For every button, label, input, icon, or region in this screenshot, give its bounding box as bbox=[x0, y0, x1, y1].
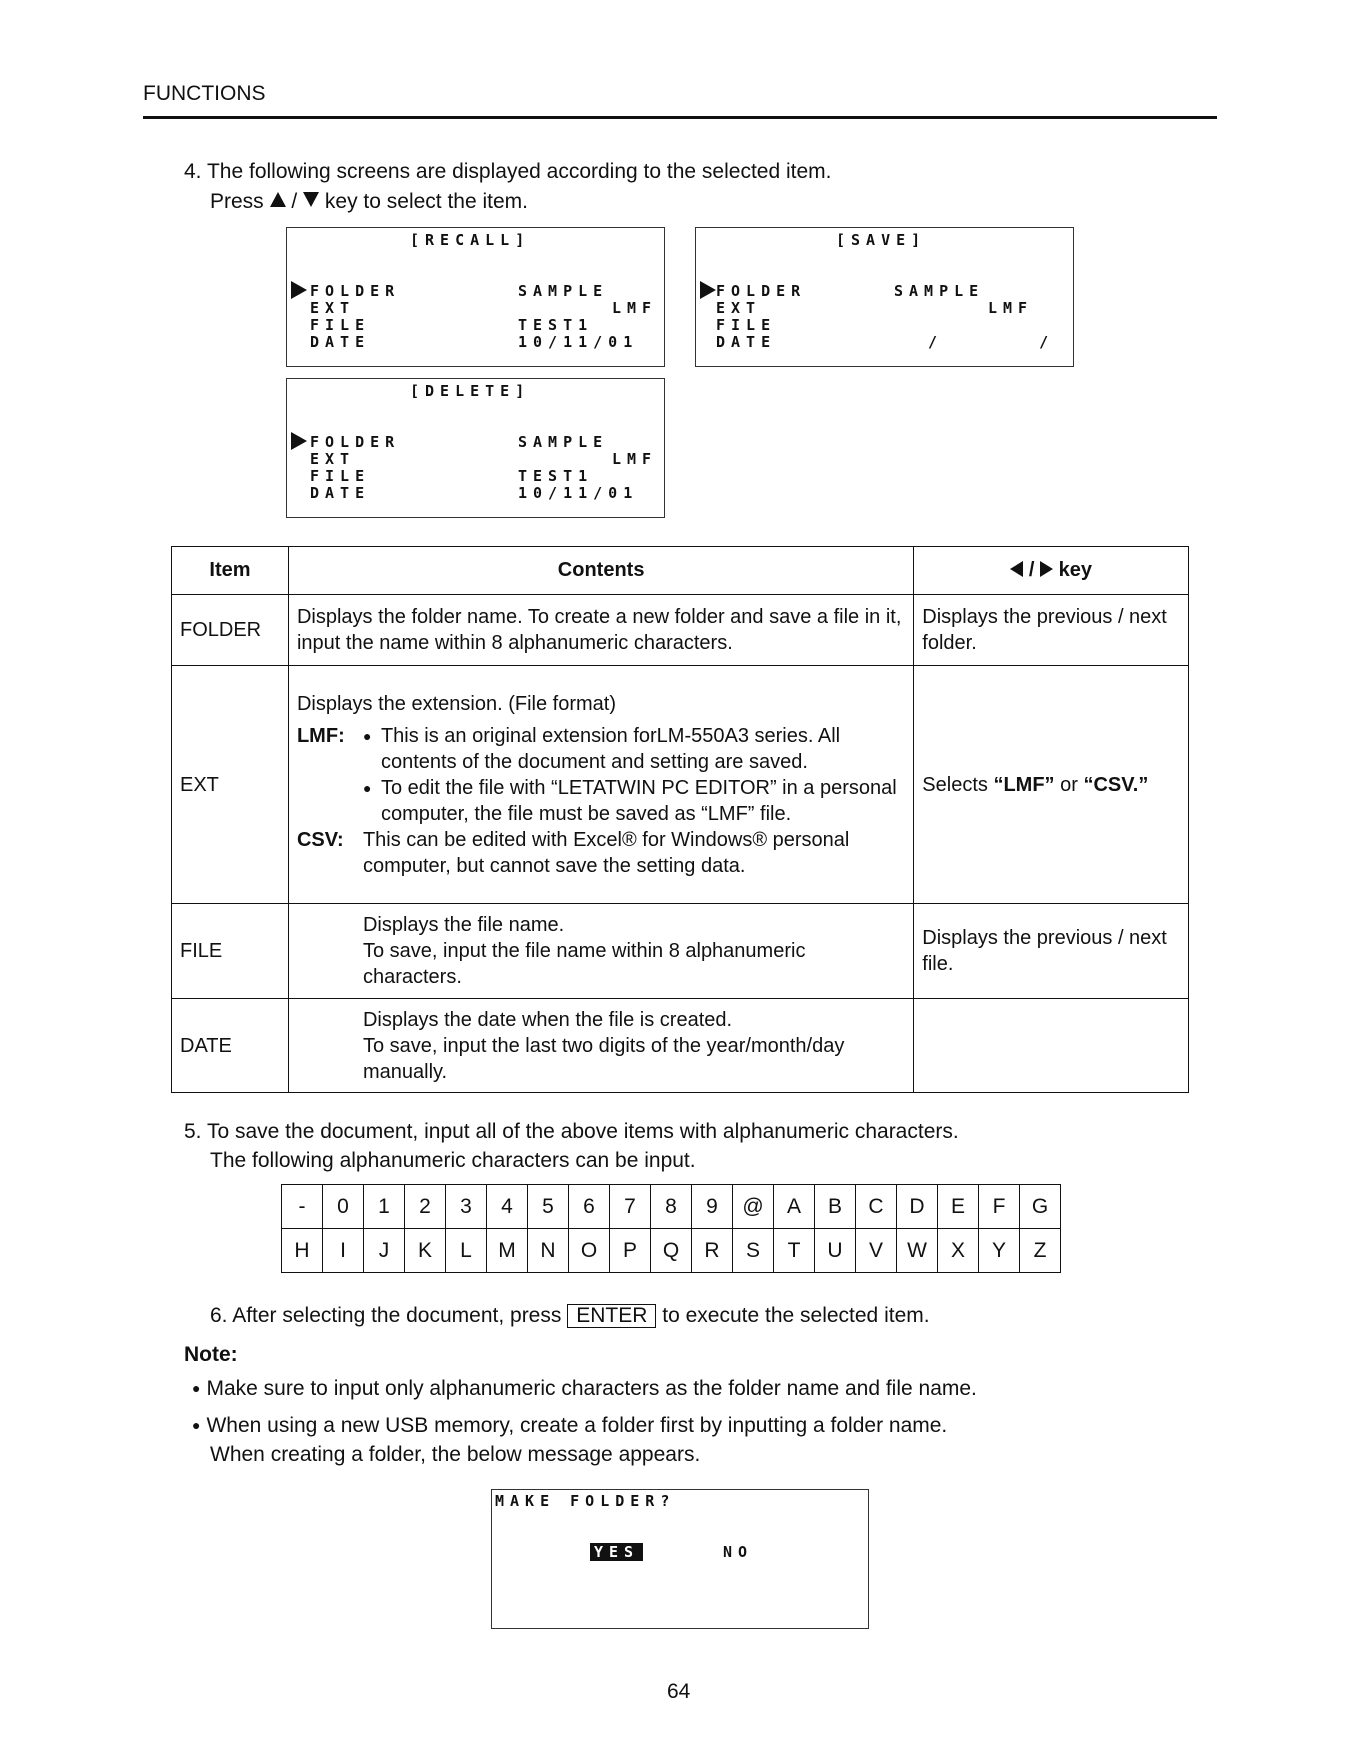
save-label-folder: FOLDER bbox=[716, 282, 807, 300]
cursor-icon bbox=[291, 432, 307, 450]
char-row bbox=[282, 1185, 1061, 1229]
save-value-folder: SAMPLE bbox=[894, 282, 985, 300]
char-cell: 1 bbox=[364, 1185, 405, 1229]
recall-value-ext: LMF bbox=[612, 299, 658, 317]
ext-intro: Displays the extension. (File format) bbox=[296, 692, 616, 715]
key-date bbox=[914, 999, 1189, 1093]
up-arrow-icon bbox=[270, 192, 286, 207]
table-header-row bbox=[172, 547, 1189, 595]
enter-key: ENTER bbox=[567, 1304, 656, 1328]
table-row bbox=[172, 904, 1189, 999]
item-date: DATE bbox=[172, 999, 289, 1093]
save-label-file: FILE bbox=[716, 316, 777, 334]
char-cell: D bbox=[897, 1185, 938, 1229]
items-table bbox=[171, 546, 1189, 1093]
char-cell: T bbox=[774, 1229, 815, 1273]
recall-title: [RECALL] bbox=[410, 231, 531, 249]
char-row bbox=[282, 1229, 1061, 1273]
char-cell: X bbox=[938, 1229, 979, 1273]
csv-label: CSV: bbox=[296, 828, 344, 851]
char-cell: Q bbox=[651, 1229, 692, 1273]
char-cell: R bbox=[692, 1229, 733, 1273]
table-row bbox=[172, 595, 1189, 666]
delete-label-date: DATE bbox=[310, 484, 371, 502]
recall-label-folder: FOLDER bbox=[310, 282, 401, 300]
save-value-date: / / bbox=[928, 333, 1077, 351]
char-cell: F bbox=[979, 1185, 1020, 1229]
slash-text: / bbox=[291, 190, 298, 213]
char-table bbox=[281, 1184, 1061, 1273]
key-ext: Selects “LMF” or “CSV.” bbox=[914, 666, 1189, 904]
char-cell: G bbox=[1020, 1185, 1061, 1229]
no-option: NO bbox=[723, 1543, 754, 1561]
char-cell: U bbox=[815, 1229, 856, 1273]
item-folder: FOLDER bbox=[172, 595, 289, 666]
step4-line2 bbox=[210, 190, 528, 214]
char-cell: M bbox=[487, 1229, 528, 1273]
char-cell: @ bbox=[733, 1185, 774, 1229]
bullet-icon bbox=[192, 1414, 206, 1437]
char-cell: P bbox=[610, 1229, 651, 1273]
step4-line1: 4. The following screens are displayed according to the selected item. bbox=[184, 160, 832, 183]
delete-value-date: 10/11/01 bbox=[518, 484, 639, 502]
char-cell: 9 bbox=[692, 1185, 733, 1229]
step6-line: 6. After selecting the document, press ENTER to execute the selected item. bbox=[210, 1304, 930, 1327]
lmf-label: LMF: bbox=[296, 724, 345, 747]
key-file: Displays the previous / next file. bbox=[914, 904, 1189, 999]
cursor-icon bbox=[700, 281, 716, 299]
recall-label-ext: EXT bbox=[310, 299, 356, 317]
left-arrow-icon bbox=[1010, 561, 1023, 577]
make-folder-screen bbox=[491, 1489, 869, 1629]
char-cell: 6 bbox=[569, 1185, 610, 1229]
note-title: Note: bbox=[184, 1343, 238, 1366]
lmf-bullet-1: ● This is an original extension forLM-550A3 series. All contents of the document and setting are saved. bbox=[297, 723, 905, 775]
header-contents: Contents bbox=[288, 547, 913, 595]
char-cell: K bbox=[405, 1229, 446, 1273]
yes-option: YES bbox=[590, 1543, 643, 1561]
char-cell: 3 bbox=[446, 1185, 487, 1229]
cursor-icon bbox=[291, 281, 307, 299]
step5-line2: The following alphanumeric characters can be input. bbox=[210, 1149, 696, 1172]
delete-label-file: FILE bbox=[310, 467, 371, 485]
header-item: Item bbox=[172, 547, 289, 595]
char-cell: W bbox=[897, 1229, 938, 1273]
contents-file: Displays the file name. To save, input the file name within 8 alphanumeric characters. bbox=[288, 904, 913, 999]
key-select-text: key to select the item. bbox=[324, 190, 528, 213]
lmf-bullet-2: ● To edit the file with “LETATWIN PC EDITOR” in a personal computer, the file must be saved as “LMF” file. bbox=[297, 775, 905, 827]
recall-value-file: TEST1 bbox=[518, 316, 594, 334]
page-number: 64 bbox=[667, 1680, 691, 1703]
note-bullet-1: ● Make sure to input only alphanumeric characters as the folder name and file name. bbox=[192, 1377, 977, 1401]
recall-screen bbox=[286, 227, 665, 367]
note-bullet-2-line2: When creating a folder, the below message appears. bbox=[210, 1443, 701, 1466]
contents-date: Displays the date when the file is created. To save, input the last two digits of the year/month/day manually. bbox=[288, 999, 913, 1093]
char-cell: O bbox=[569, 1229, 610, 1273]
delete-value-ext: LMF bbox=[612, 450, 658, 468]
char-cell: 2 bbox=[405, 1185, 446, 1229]
save-label-date: DATE bbox=[716, 333, 777, 351]
char-cell: N bbox=[528, 1229, 569, 1273]
save-screen bbox=[695, 227, 1077, 367]
step5-line1: 5. To save the document, input all of the above items with alphanumeric characters. bbox=[184, 1120, 959, 1143]
char-cell: I bbox=[323, 1229, 364, 1273]
char-cell: A bbox=[774, 1185, 815, 1229]
table-row bbox=[172, 666, 1189, 904]
delete-value-file: TEST1 bbox=[518, 467, 594, 485]
save-title: [SAVE] bbox=[836, 231, 927, 249]
note-bullet-2: ● When using a new USB memory, create a folder first by inputting a folder name. bbox=[192, 1414, 947, 1438]
item-ext: EXT bbox=[172, 666, 289, 904]
press-text: Press bbox=[210, 190, 264, 213]
item-file: FILE bbox=[172, 904, 289, 999]
char-cell: Z bbox=[1020, 1229, 1061, 1273]
char-cell: V bbox=[856, 1229, 897, 1273]
section-title: FUNCTIONS bbox=[143, 82, 266, 105]
header-key: / key bbox=[914, 547, 1189, 595]
make-folder-prompt: MAKE FOLDER? bbox=[495, 1492, 676, 1510]
delete-title: [DELETE] bbox=[410, 382, 531, 400]
recall-label-date: DATE bbox=[310, 333, 371, 351]
bullet-icon bbox=[363, 723, 377, 750]
csv-text: This can be edited with Excel® for Windows® personal computer, but cannot save the setting data. bbox=[362, 828, 850, 877]
recall-value-date: 10/11/01 bbox=[518, 333, 639, 351]
save-label-ext: EXT bbox=[716, 299, 762, 317]
table-row bbox=[172, 999, 1189, 1093]
char-cell: Y bbox=[979, 1229, 1020, 1273]
delete-value-folder: SAMPLE bbox=[518, 433, 609, 451]
contents-ext bbox=[288, 666, 913, 904]
header-divider bbox=[143, 116, 1217, 119]
char-cell: S bbox=[733, 1229, 774, 1273]
char-cell: L bbox=[446, 1229, 487, 1273]
contents-folder: Displays the folder name. To create a new folder and save a file in it, input the name within 8 alphanumeric characters. bbox=[288, 595, 913, 666]
down-arrow-icon bbox=[303, 192, 319, 207]
char-cell: E bbox=[938, 1185, 979, 1229]
right-arrow-icon bbox=[1040, 561, 1053, 577]
recall-value-folder: SAMPLE bbox=[518, 282, 609, 300]
char-cell: C bbox=[856, 1185, 897, 1229]
char-cell: - bbox=[282, 1185, 323, 1229]
key-folder: Displays the previous / next folder. bbox=[914, 595, 1189, 666]
char-cell: 8 bbox=[651, 1185, 692, 1229]
char-cell: J bbox=[364, 1229, 405, 1273]
char-cell: 4 bbox=[487, 1185, 528, 1229]
save-value-ext: LMF bbox=[988, 299, 1034, 317]
delete-label-folder: FOLDER bbox=[310, 433, 401, 451]
recall-label-file: FILE bbox=[310, 316, 371, 334]
char-cell: 5 bbox=[528, 1185, 569, 1229]
char-cell: 7 bbox=[610, 1185, 651, 1229]
char-cell: B bbox=[815, 1185, 856, 1229]
char-cell: H bbox=[282, 1229, 323, 1273]
bullet-icon bbox=[363, 775, 377, 802]
bullet-icon bbox=[192, 1377, 206, 1400]
delete-screen bbox=[286, 378, 665, 518]
delete-label-ext: EXT bbox=[310, 450, 356, 468]
char-cell: 0 bbox=[323, 1185, 364, 1229]
